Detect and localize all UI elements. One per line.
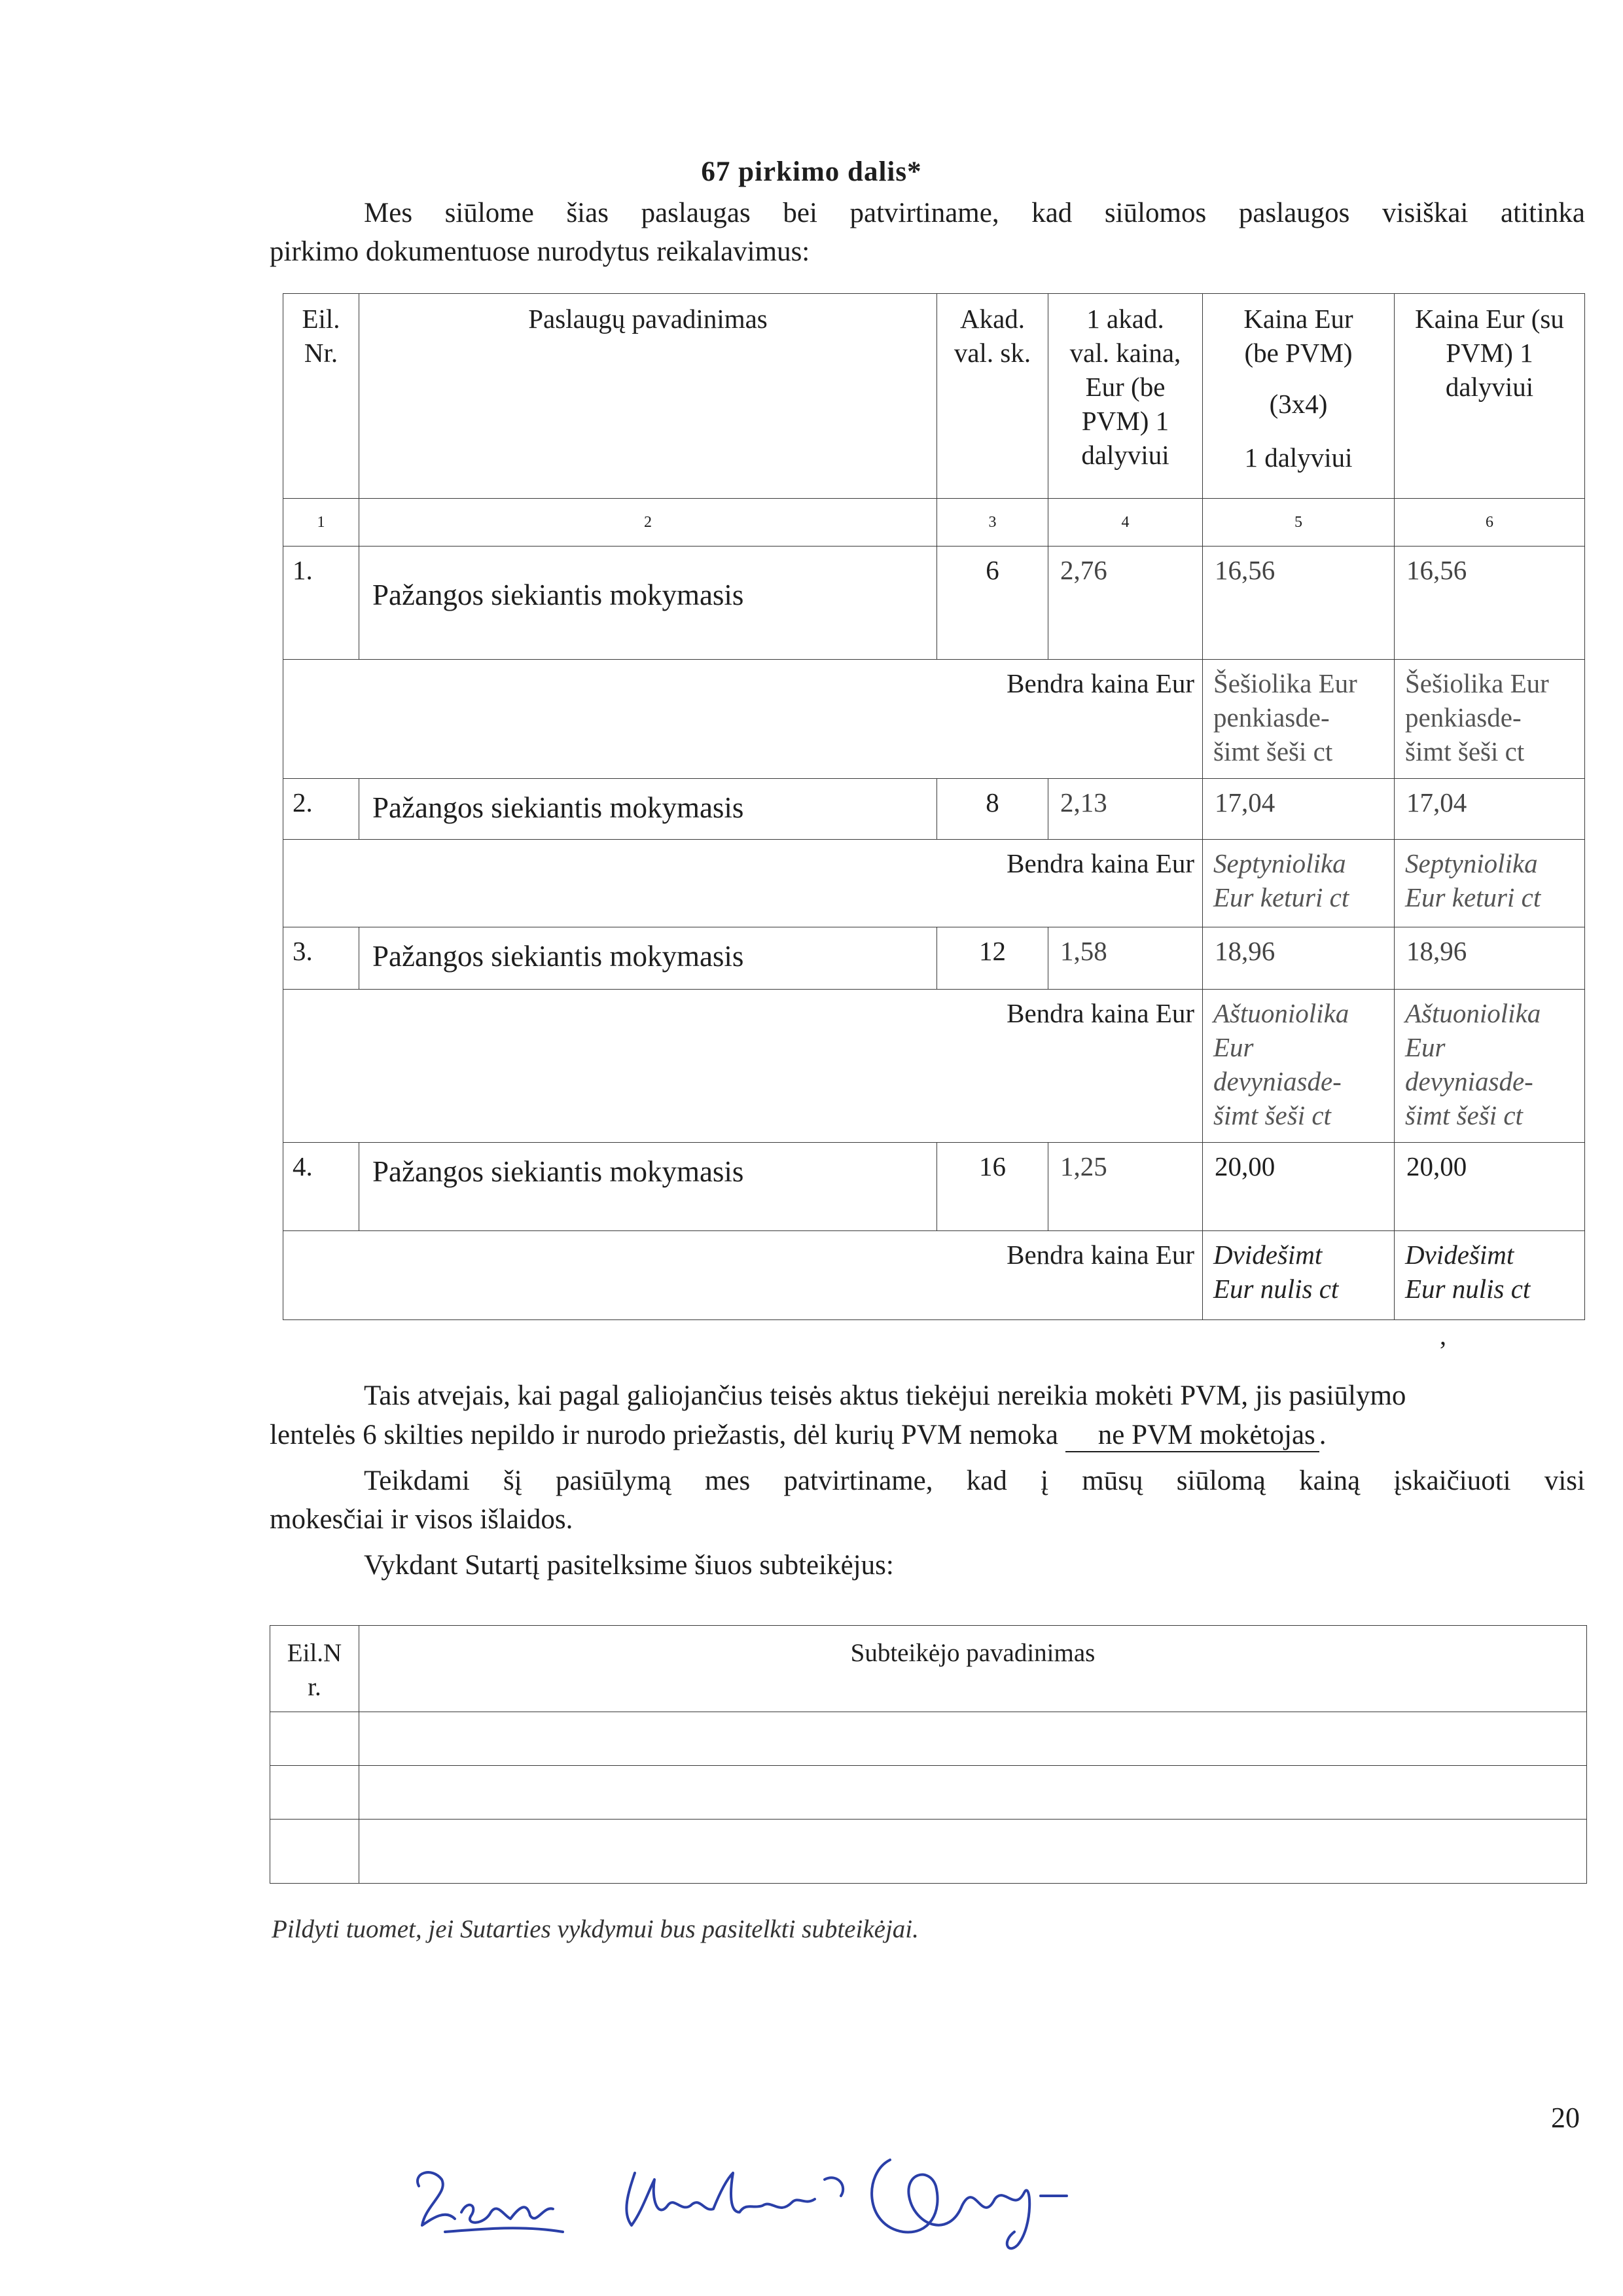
header-name: Paslaugų pavadinimas xyxy=(359,294,937,499)
total-label: Bendra kaina Eur xyxy=(283,840,1203,927)
confirm-line-2: mokesčiai ir visos išlaidos. xyxy=(270,1504,573,1535)
total-row xyxy=(283,840,1585,927)
row-number: 3. xyxy=(283,927,359,990)
total-words-vat: Septyniolika Eur keturi ct xyxy=(1395,840,1585,927)
intro-line-1: Mes siūlome šias paslaugas bei patvirtiname, kad siūlomos paslaugos visiškai atitinka xyxy=(364,198,1585,228)
unit-price: 2,76 xyxy=(1048,547,1203,660)
handwritten-signature xyxy=(406,2134,1126,2265)
stray-mark: ʼ xyxy=(1438,1336,1448,1365)
hours-count: 6 xyxy=(937,547,1048,660)
row-number: 2. xyxy=(283,779,359,840)
unit-price: 1,25 xyxy=(1048,1143,1203,1231)
vat-line-1: Tais atvejais, kai pagal galiojančius teisės aktus tiekėjui nereikia mokėti PVM, jis pasiūlymo xyxy=(364,1380,1406,1411)
total-label: Bendra kaina Eur xyxy=(283,660,1203,779)
total-words-vat: Šešiolika Eur penkiasde- šimt šeši ct xyxy=(1395,660,1585,779)
price-with-vat: 20,00 xyxy=(1395,1143,1585,1231)
column-number: 3 xyxy=(937,499,1048,547)
total-row xyxy=(283,660,1585,779)
total-words-vat: Dvidešimt Eur nulis ct xyxy=(1395,1231,1585,1320)
service-name: Pažangos siekiantis mokymasis xyxy=(359,1143,937,1231)
confirm-line-1: Teikdami šį pasiūlymą mes patvirtiname, kad į mūsų siūlomą kainą įskaičiuoti visi xyxy=(364,1465,1585,1496)
hours-count: 16 xyxy=(937,1143,1048,1231)
column-number: 5 xyxy=(1203,499,1395,547)
sub-header-nr: Eil.N r. xyxy=(270,1626,359,1712)
row-number: 1. xyxy=(283,547,359,660)
section-title: 67 pirkimo dalis* xyxy=(701,156,922,187)
sub-header-name: Subteikėjo pavadinimas xyxy=(359,1626,1587,1712)
price-with-vat: 17,04 xyxy=(1395,779,1585,840)
table-row xyxy=(283,1143,1585,1231)
service-name: Pažangos siekiantis mokymasis xyxy=(359,779,937,840)
price-no-vat: 18,96 xyxy=(1203,927,1395,990)
column-number: 2 xyxy=(359,499,937,547)
service-name: Pažangos siekiantis mokymasis xyxy=(359,547,937,660)
page-number: 20 xyxy=(1551,2102,1580,2134)
sub-table-row xyxy=(270,1766,1587,1820)
sub-table-row xyxy=(270,1820,1587,1884)
hours-count: 8 xyxy=(937,779,1048,840)
intro-line-2: pirkimo dokumentuose nurodytus reikalavimus: xyxy=(270,236,810,267)
price-no-vat: 17,04 xyxy=(1203,779,1395,840)
total-label: Bendra kaina Eur xyxy=(283,990,1203,1143)
vat-line-2: lentelės 6 skilties nepildo ir nurodo priežastis, dėl kurių PVM nemoka ne PVM mokėtojas . xyxy=(270,1416,1585,1454)
unit-price: 1,58 xyxy=(1048,927,1203,990)
table-row xyxy=(283,547,1585,660)
total-words: Aštuoniolika Eur devyniasde- šimt šeši ct xyxy=(1203,990,1395,1143)
total-row xyxy=(283,1231,1585,1320)
table-row xyxy=(283,779,1585,840)
total-row xyxy=(283,990,1585,1143)
header-price: Kaina Eur (be PVM) (3x4) 1 dalyviui xyxy=(1203,294,1395,499)
total-words-vat: Aštuoniolika Eur devyniasde- šimt šeši ct xyxy=(1395,990,1585,1143)
price-no-vat: 20,00 xyxy=(1203,1143,1395,1231)
price-no-vat: 16,56 xyxy=(1203,547,1395,660)
price-with-vat: 16,56 xyxy=(1395,547,1585,660)
column-number: 6 xyxy=(1395,499,1585,547)
header-hours: Akad. val. sk. xyxy=(937,294,1048,499)
column-number-row xyxy=(283,499,1585,547)
subcontractors-intro: Vykdant Sutartį pasitelksime šiuos subteikėjus: xyxy=(364,1550,894,1581)
total-words: Septyniolika Eur keturi ct xyxy=(1203,840,1395,927)
total-label: Bendra kaina Eur xyxy=(283,1231,1203,1320)
total-words: Dvidešimt Eur nulis ct xyxy=(1203,1231,1395,1320)
total-words: Šešiolika Eur penkiasde- šimt šeši ct xyxy=(1203,660,1395,779)
sub-table-header xyxy=(270,1626,1587,1712)
column-number: 1 xyxy=(283,499,359,547)
column-number: 4 xyxy=(1048,499,1203,547)
services-table xyxy=(283,293,1585,1320)
price-with-vat: 18,96 xyxy=(1395,927,1585,990)
header-nr: Eil. Nr. xyxy=(283,294,359,499)
row-number: 4. xyxy=(283,1143,359,1231)
vat-reason-field: ne PVM mokėtojas xyxy=(1065,1420,1319,1452)
hours-count: 12 xyxy=(937,927,1048,990)
header-unit-price: 1 akad. val. kaina, Eur (be PVM) 1 dalyviui xyxy=(1048,294,1203,499)
subcontractors-table xyxy=(270,1625,1587,1884)
table-header-row xyxy=(283,294,1585,499)
sub-table-row xyxy=(270,1712,1587,1766)
header-price-vat: Kaina Eur (su PVM) 1 dalyviui xyxy=(1395,294,1585,499)
footnote: Pildyti tuomet, jei Sutarties vykdymui bus pasitelkti subteikėjai. xyxy=(272,1915,919,1943)
service-name: Pažangos siekiantis mokymasis xyxy=(359,927,937,990)
unit-price: 2,13 xyxy=(1048,779,1203,840)
table-row xyxy=(283,927,1585,990)
